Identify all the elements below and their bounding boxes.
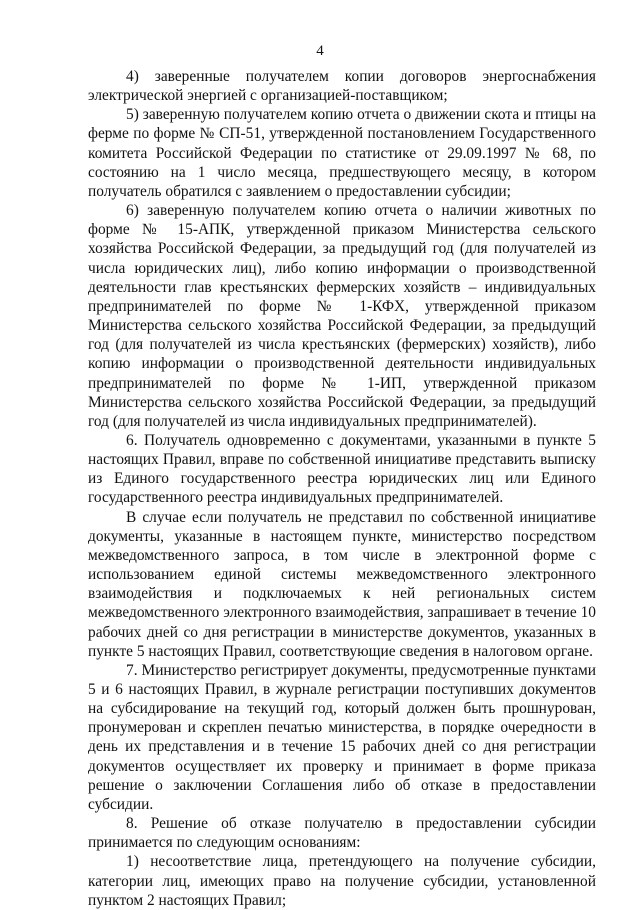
paragraph-clause-6-interdepartmental-request: В случае если получатель не представил по собственной инициативе документы, указанные в настоящем пункте, министерство посредством межведомственного запроса, в том числе в электронной форме с использованием единой системы межведомственного электронного взаимодействия и подключаемых к ней региональных систем межведомственного электронного взаимодействия, запрашивает в течение 10 рабочих дней со дня регистрации в министерстве документов, указанных в пункте 5 настоящих Правил, соответствующие сведения в налоговом органе. bbox=[88, 508, 596, 660]
paragraph-clause-8-item-1: 1) несоответствие лица, претендующего на получение субсидии, категории лиц, имеющих право на получение субсидии, установленной пунктом 2 настоящих Правил; bbox=[88, 853, 596, 909]
document-body bbox=[88, 67, 596, 910]
paragraph-clause-6: 6. Получатель одновременно с документами, указанными в пункте 5 настоящих Правил, вправе по собственной инициативе представить выписку из Единого государственного реестра юридических лиц или Единого государственного реестра индивидуальных предпринимателей. bbox=[88, 431, 596, 507]
paragraph-item-6-animals-report: 6) заверенную получателем копию отчета о наличии животных по форме № 15-АПК, утвержденной приказом Министерства сельского хозяйства Российской Федерации, за предыдущий год (для получателей из числа юридических лиц), либо копию информации о производственной деятельности глав крестьянских фермерских хозяйств – индивидуальных предпринимателей по форме № 1-КФХ, утвержденной приказом Министерства сельского хозяйства Российской Федерации, за предыдущий год (для получателей из числа крестьянских (фермерских) хозяйств), либо копию информации о производственной деятельности индивидуальных предпринимателей по форме № 1-ИП, утвержденной приказом Министерства сельского хозяйства Российской Федерации, за предыдущий год (для получателей из числа индивидуальных предпринимателей). bbox=[88, 202, 596, 430]
paragraph-clause-7: 7. Министерство регистрирует документы, предусмотренные пунктами 5 и 6 настоящих Правил, в журнале регистрации поступивших документов на субсидирование на текущий год, который должен быть прошнурован, пронумерован и скреплен печатью министерства, в порядке очередности в день их представления и в течение 15 рабочих дней со дня регистрации документов осуществляет их проверку и принимает в форме приказа решение о заключении Соглашения либо об отказе в предоставлении субсидии. bbox=[88, 661, 596, 813]
page-number: 4 bbox=[316, 43, 324, 59]
paragraph-item-5-livestock-report: 5) заверенную получателем копию отчета о движении скота и птицы на ферме по форме № СП-51, утвержденной постановлением Государственного комитета Российской Федерации по статистике от 29.09.1997 № 68, по состоянию на 1 число месяца, предшествующего месяцу, в котором получатель обратился с заявлением о предоставлении субсидии; bbox=[88, 106, 596, 200]
paragraph-item-4-contracts: 4) заверенные получателем копии договоров энергоснабжения электрической энергией с организацией-поставщиком; bbox=[88, 68, 596, 105]
paragraph-clause-8: 8. Решение об отказе получателю в предоставлении субсидии принимается по следующим основаниям: bbox=[88, 815, 596, 852]
